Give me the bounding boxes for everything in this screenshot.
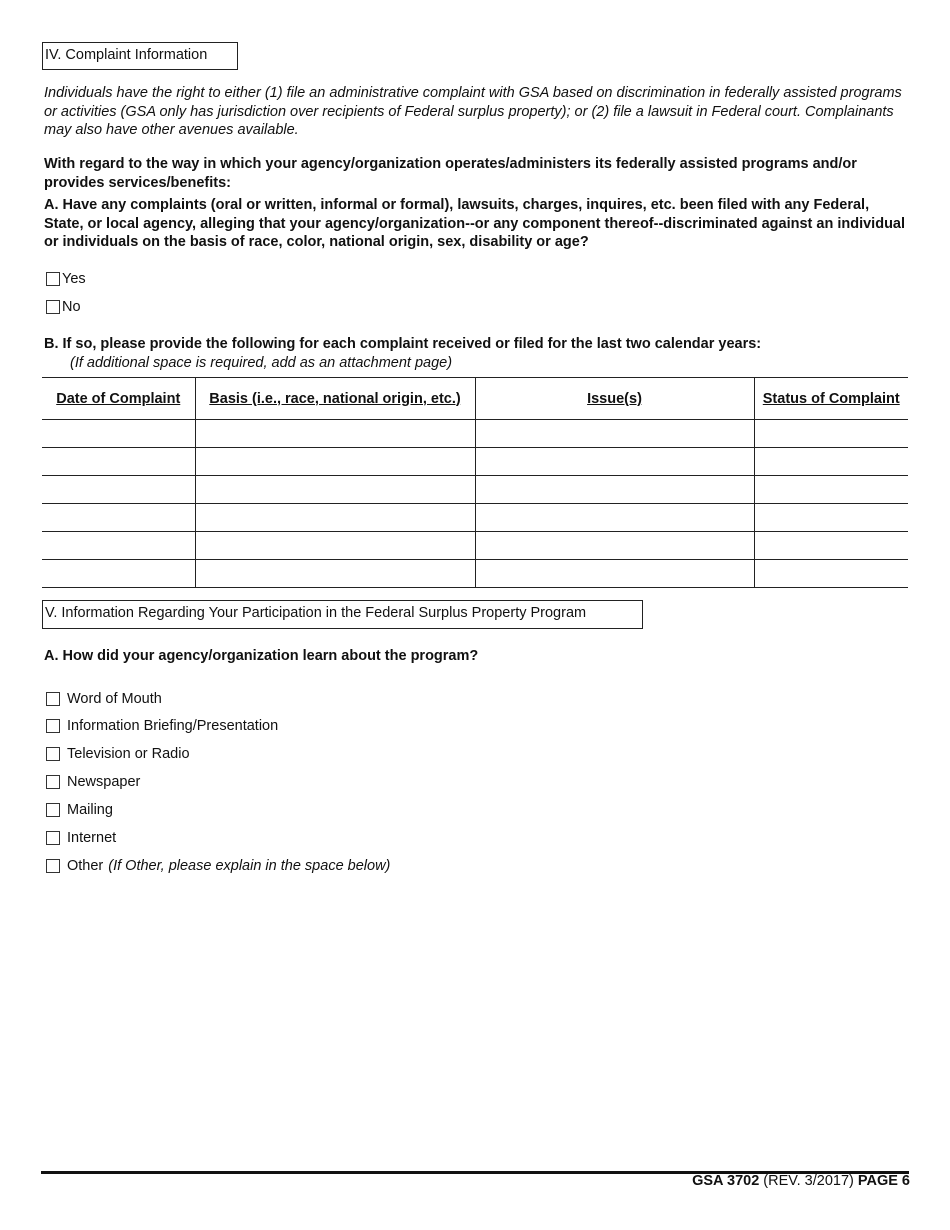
option-mailing[interactable] bbox=[46, 801, 113, 819]
newspaper-checkbox[interactable] bbox=[46, 775, 60, 789]
yes-option[interactable] bbox=[46, 270, 86, 288]
complaint-intro: Individuals have the right to either (1) file an administrative complaint with GSA based on discrimination in federally assisted programs or activities (GSA only has jurisdiction over recipients of Federal surplus property); or (2) file a lawsuit in Federal court. Complainants may also have other avenues available. bbox=[44, 85, 902, 138]
page-footer bbox=[692, 1173, 910, 1189]
other-note: (If Other, please explain in the space below) bbox=[108, 858, 391, 874]
issues-cell[interactable] bbox=[475, 448, 754, 476]
issues-cell[interactable] bbox=[475, 504, 754, 532]
no-checkbox[interactable] bbox=[46, 300, 60, 314]
basis-cell[interactable] bbox=[195, 448, 475, 476]
issues-cell[interactable] bbox=[475, 560, 754, 588]
other-checkbox[interactable] bbox=[46, 859, 60, 873]
date-cell[interactable] bbox=[42, 448, 195, 476]
table-row bbox=[42, 448, 908, 476]
question-b-complaints: B. If so, please provide the following for each complaint received or filed for the last two calendar years: bbox=[44, 336, 762, 352]
date-cell[interactable] bbox=[42, 476, 195, 504]
header-status: Status of Complaint bbox=[754, 378, 908, 420]
word-of-mouth-checkbox[interactable] bbox=[46, 692, 60, 706]
header-issues: Issue(s) bbox=[475, 378, 754, 420]
yes-label: Yes bbox=[62, 271, 86, 287]
no-option[interactable] bbox=[46, 298, 81, 316]
issues-cell[interactable] bbox=[475, 476, 754, 504]
word-of-mouth-label: Word of Mouth bbox=[67, 691, 162, 707]
status-cell[interactable] bbox=[754, 448, 908, 476]
briefing-checkbox[interactable] bbox=[46, 719, 60, 733]
table-row bbox=[42, 532, 908, 560]
mailing-label: Mailing bbox=[67, 802, 113, 818]
yes-checkbox[interactable] bbox=[46, 272, 60, 286]
table-row bbox=[42, 420, 908, 448]
basis-cell[interactable] bbox=[195, 476, 475, 504]
mailing-checkbox[interactable] bbox=[46, 803, 60, 817]
option-newspaper[interactable] bbox=[46, 773, 140, 791]
complaints-table bbox=[42, 377, 908, 588]
date-cell[interactable] bbox=[42, 504, 195, 532]
status-cell[interactable] bbox=[754, 504, 908, 532]
option-word-of-mouth[interactable] bbox=[46, 690, 162, 708]
form-number: GSA 3702 bbox=[692, 1173, 760, 1189]
table-row bbox=[42, 476, 908, 504]
basis-cell[interactable] bbox=[195, 560, 475, 588]
briefing-label: Information Briefing/Presentation bbox=[67, 718, 279, 734]
header-basis: Basis (i.e., race, national origin, etc.) bbox=[195, 378, 475, 420]
table-row bbox=[42, 560, 908, 588]
operations-lead: With regard to the way in which your agency/organization operates/administers its federally assisted programs and/or provides services/benefits: bbox=[44, 156, 857, 191]
option-briefing[interactable] bbox=[46, 717, 278, 735]
option-internet[interactable] bbox=[46, 829, 116, 847]
issues-cell[interactable] bbox=[475, 420, 754, 448]
internet-label: Internet bbox=[67, 830, 117, 846]
issues-cell[interactable] bbox=[475, 532, 754, 560]
newspaper-label: Newspaper bbox=[67, 774, 141, 790]
question-a-learn: A. How did your agency/organization learn about the program? bbox=[44, 648, 479, 664]
tv-radio-label: Television or Radio bbox=[67, 746, 190, 762]
tv-radio-checkbox[interactable] bbox=[46, 747, 60, 761]
status-cell[interactable] bbox=[754, 420, 908, 448]
basis-cell[interactable] bbox=[195, 532, 475, 560]
other-label: Other bbox=[67, 858, 104, 874]
question-a-complaints: A. Have any complaints (oral or written, informal or formal), lawsuits, charges, inquires, etc. been filed with any Federal, State, or local agency, alleging that your agency/organization--or any component thereof--discriminated against an individual or individuals on the basis of race, color, national origin, sex, disability or age? bbox=[44, 197, 906, 250]
status-cell[interactable] bbox=[754, 560, 908, 588]
table-row bbox=[42, 504, 908, 532]
status-cell[interactable] bbox=[754, 476, 908, 504]
form-revision: (REV. 3/2017) bbox=[763, 1173, 854, 1189]
option-tv-radio[interactable] bbox=[46, 745, 190, 763]
no-label: No bbox=[62, 299, 81, 315]
date-cell[interactable] bbox=[42, 420, 195, 448]
basis-cell[interactable] bbox=[195, 420, 475, 448]
date-cell[interactable] bbox=[42, 532, 195, 560]
option-other[interactable] bbox=[46, 857, 390, 875]
basis-cell[interactable] bbox=[195, 504, 475, 532]
table-header-row bbox=[42, 378, 908, 420]
section-v-title: V. Information Regarding Your Participation in the Federal Surplus Property Program bbox=[42, 600, 643, 629]
internet-checkbox[interactable] bbox=[46, 831, 60, 845]
header-date: Date of Complaint bbox=[42, 378, 195, 420]
date-cell[interactable] bbox=[42, 560, 195, 588]
page-number: PAGE 6 bbox=[857, 1173, 910, 1189]
question-b-note: (If additional space is required, add as an attachment page) bbox=[70, 355, 453, 371]
section-iv-title: IV. Complaint Information bbox=[42, 42, 238, 70]
status-cell[interactable] bbox=[754, 532, 908, 560]
